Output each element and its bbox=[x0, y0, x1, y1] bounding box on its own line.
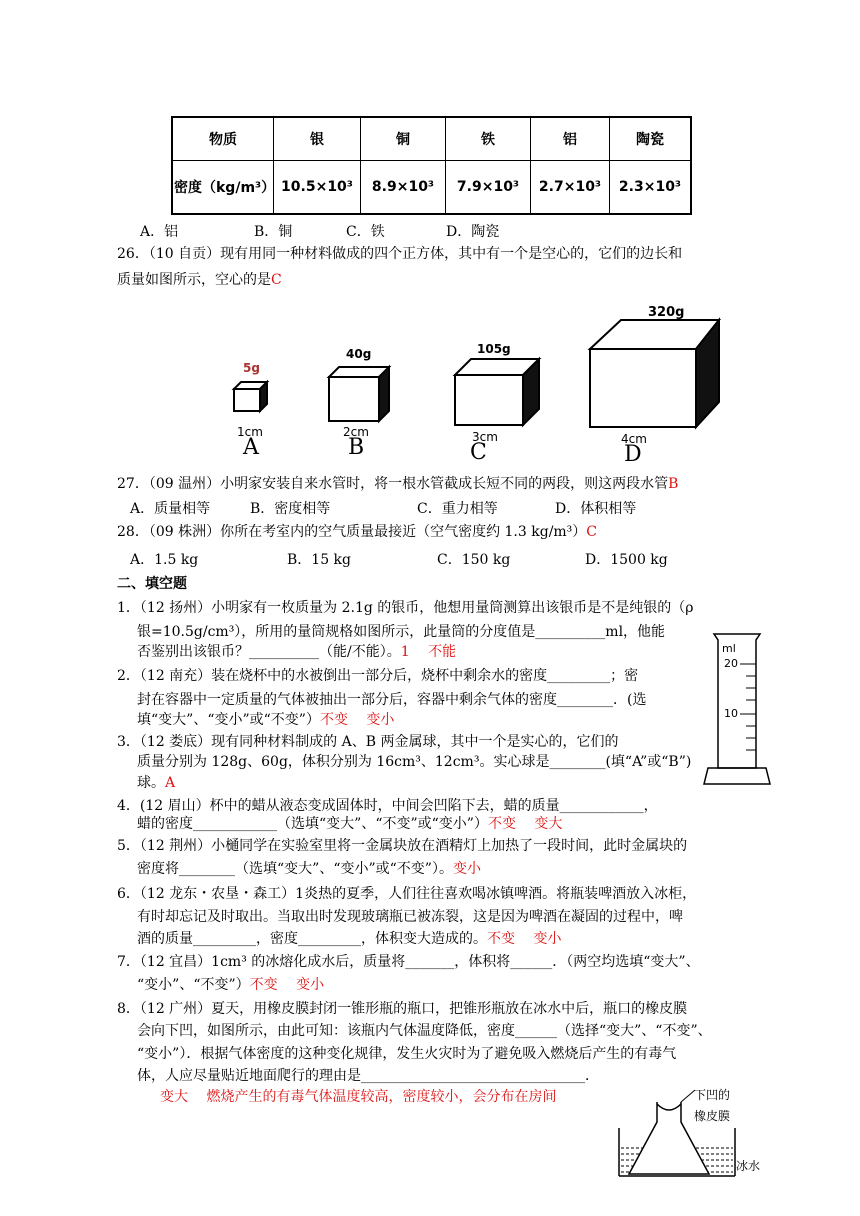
cylinder-tick-10: 10 bbox=[724, 707, 738, 720]
q28-option-d: D．1500 kg bbox=[585, 552, 668, 568]
measuring-cylinder bbox=[700, 628, 780, 790]
cube-b bbox=[329, 367, 389, 421]
cube-a bbox=[234, 382, 267, 411]
q26-text-line1: 26．（10 自贡）现有用同一种材料做成的四个正方体，其中有一个是空心的，它们的边长和 bbox=[117, 246, 683, 262]
f1-line1: 1．（12 扬州）小明家有一枚质量为 2.1g 的银币，他想用量筒测算出该银币是不是纯银的（ρ bbox=[117, 600, 694, 616]
cylinder-unit: ml bbox=[722, 642, 736, 655]
f2-answer: 不变 变小 bbox=[319, 712, 395, 728]
cylinder-tick-20: 20 bbox=[724, 657, 738, 670]
f5-text: 密度将________（选填“变大”、“变小”或“不变”）。 bbox=[137, 861, 453, 877]
f3-line3 bbox=[137, 773, 175, 793]
f6-line1: 6．（12 龙东・农垦・森工）1炎热的夏季，人们往往喜欢喝冰镇啤酒。将瓶装啤酒放入冰柜， bbox=[117, 886, 697, 902]
f3-line1: 3．（12 娄底）现有同种材料制成的 A、B 两金属球，其中一个是实心的，它们的 bbox=[117, 734, 619, 750]
density-table bbox=[171, 116, 692, 215]
table-cell: 物质 bbox=[172, 117, 274, 161]
f6-answer: 不变 变小 bbox=[487, 931, 562, 947]
q27-option-b: B．密度相等 bbox=[250, 501, 331, 517]
q27-line bbox=[117, 474, 678, 494]
f3-line2: 质量分别为 128g、60g，体积分别为 16cm³、12cm³。实心球是________(填“A”或“B”) bbox=[137, 754, 692, 770]
f4-line1: 4．(12 眉山）杯中的蜡从液态变成固体时，中间会凹陷下去，蜡的质量____________， bbox=[117, 798, 658, 814]
q26-answer: C bbox=[271, 272, 282, 288]
f7-line2 bbox=[137, 975, 324, 995]
q27-text: 27．（09 温州）小明家安装自来水管时，将一根水管截成长短不同的两段，则这两段水管 bbox=[117, 476, 669, 492]
q25-option-d: D．陶瓷 bbox=[446, 224, 500, 240]
f3-answer: A bbox=[165, 775, 176, 791]
f1-answer: 1 不能 bbox=[400, 644, 457, 660]
q26-text: 质量如图所示，空心的是 bbox=[117, 272, 271, 288]
q28-option-b: B．15 kg bbox=[287, 552, 351, 568]
f2-line2: 封在容器中一定质量的气体被抽出一部分后，容器中剩余气体的密度________．(选 bbox=[137, 692, 647, 708]
table-cell: 7.9×10³ bbox=[446, 161, 531, 215]
q27-option-c: C．重力相等 bbox=[417, 501, 498, 517]
f8-line4: 体，人应尽量贴近地面爬行的理由是________________________________． bbox=[137, 1068, 599, 1084]
table-cell: 铝 bbox=[531, 117, 610, 161]
q27-answer: B bbox=[668, 476, 679, 492]
f2-line3 bbox=[137, 710, 394, 730]
cube-a-side: 1cm bbox=[237, 425, 263, 439]
table-cell: 陶瓷 bbox=[610, 117, 692, 161]
q27-option-a: A．质量相等 bbox=[130, 501, 211, 517]
q28-line bbox=[117, 522, 597, 542]
cube-c bbox=[455, 359, 539, 425]
f5-answer: 变小 bbox=[452, 861, 481, 877]
cube-b-side: 2cm bbox=[343, 425, 369, 439]
f4-line2 bbox=[137, 814, 562, 834]
q25-option-b: B．铜 bbox=[254, 224, 293, 240]
cube-c-letter: C bbox=[470, 440, 487, 465]
f4-answer: 不变 变大 bbox=[487, 816, 563, 832]
q26-text-line2 bbox=[117, 270, 282, 290]
f1-line3 bbox=[137, 642, 456, 662]
flask-label-1: 下凹的 bbox=[694, 1088, 731, 1102]
f6-line2: 有时却忘记及时取出。当取出时发现玻璃瓶已被冻裂，这是因为啤酒在凝固的过程中，啤 bbox=[137, 909, 683, 925]
f7-text: “变小”、“不变”） bbox=[137, 977, 250, 993]
flask-label-2: 橡皮膜 bbox=[694, 1109, 731, 1123]
q25-option-a: A．铝 bbox=[140, 224, 179, 240]
cube-d bbox=[590, 320, 719, 427]
section-title: 二、填空题 bbox=[117, 576, 187, 592]
f6-line3 bbox=[137, 929, 561, 949]
f3-text: 球。 bbox=[137, 775, 165, 791]
q28-option-a: A．1.5 kg bbox=[130, 552, 199, 568]
cube-c-side: 3cm bbox=[472, 430, 498, 444]
flask-label-3: 冰水 bbox=[736, 1159, 761, 1173]
cube-b-letter: B bbox=[348, 435, 365, 460]
cube-d-letter: D bbox=[624, 442, 642, 467]
table-cell: 铜 bbox=[361, 117, 446, 161]
f2-line1: 2．（12 南充）装在烧杯中的水被倒出一部分后，烧杯中剩余水的密度_________；密 bbox=[117, 668, 639, 684]
cube-d-side: 4cm bbox=[621, 432, 647, 446]
f1-line2: 银=10.5g/cm³），所用的量筒规格如图所示，此量筒的分度值是__________ml，他能 bbox=[137, 624, 666, 640]
f8-answer: 变大 燃烧产生的有毒气体温度较高，密度较小，会分布在房间 bbox=[160, 1089, 557, 1105]
table-cell: 铁 bbox=[446, 117, 531, 161]
table-cell: 银 bbox=[274, 117, 361, 161]
table-header-row bbox=[172, 117, 691, 161]
f7-line1: 7．（12 宜昌）1cm³ 的冰熔化成水后，质量将_______，体积将______．（两空均选填“变大”、 bbox=[117, 954, 700, 970]
cube-c-mass: 105g bbox=[477, 342, 511, 356]
q28-text: 28．（09 株洲）你所在考室内的空气质量最接近（空气密度约 1.3 kg/m³） bbox=[117, 524, 587, 540]
table-row bbox=[172, 161, 691, 215]
table-cell: 2.3×10³ bbox=[610, 161, 692, 215]
cube-a-letter: A bbox=[243, 435, 259, 460]
f4-text: 蜡的密度____________（选填“变大”、“不变”或“变小”） bbox=[137, 816, 488, 832]
q25-option-c: C．铁 bbox=[346, 224, 385, 240]
table-cell: 2.7×10³ bbox=[531, 161, 610, 215]
cube-d-mass: 320g bbox=[648, 305, 685, 320]
q28-option-c: C．150 kg bbox=[437, 552, 511, 568]
f7-answer: 不变 变小 bbox=[249, 977, 325, 993]
cube-b-mass: 40g bbox=[346, 347, 372, 361]
cube-a-mass: 5g bbox=[243, 361, 260, 375]
f2-text: 填“变大”、“变小”或“不变”） bbox=[137, 712, 320, 728]
table-cell: 8.9×10³ bbox=[361, 161, 446, 215]
q27-option-d: D．体积相等 bbox=[555, 501, 637, 517]
f5-line1: 5．（12 荆州）小樋同学在实验室里将一金属块放在酒精灯上加热了一段时间，此时金属块的 bbox=[117, 838, 688, 854]
table-cell: 10.5×10³ bbox=[274, 161, 361, 215]
table-cell: 密度（kg/m³） bbox=[172, 161, 274, 215]
q28-answer: C bbox=[586, 524, 598, 540]
f8-line3: “变小”）．根据气体密度的这种变化规律，发生火灾时为了避免吸入燃烧后产生的有毒气 bbox=[137, 1046, 677, 1062]
f8-line2: 会向下凹，如图所示，由此可知：该瓶内气体温度降低，密度______（选择“变大”、“不变”、 bbox=[137, 1023, 712, 1039]
f1-text: 否鉴别出该银币？__________（能/不能）。 bbox=[137, 644, 401, 660]
f6-text: 酒的质量_________，密度_________，体积变大造成的。 bbox=[137, 931, 487, 947]
f5-line2 bbox=[137, 859, 481, 879]
f8-line1: 8．（12 广州）夏天，用橡皮膜封闭一锥形瓶的瓶口，把锥形瓶放在冰水中后，瓶口的橡皮膜 bbox=[117, 1001, 688, 1017]
